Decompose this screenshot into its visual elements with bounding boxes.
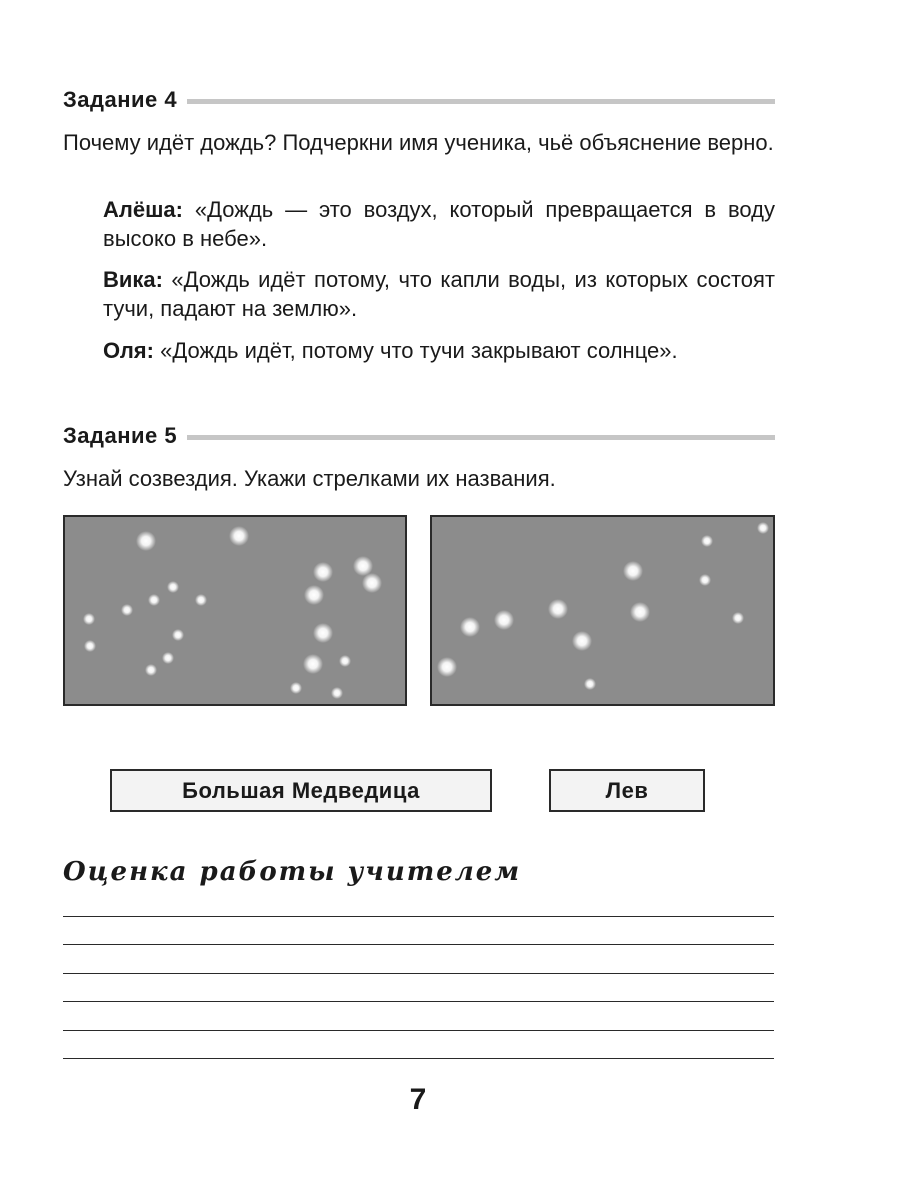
- star: [630, 602, 650, 622]
- star: [584, 678, 596, 690]
- star: [84, 640, 96, 652]
- star: [701, 535, 713, 547]
- star: [172, 629, 184, 641]
- answer-alyosha-text: «Дождь — это воздух, который превращается в воду высоко в небе».: [103, 197, 775, 251]
- star: [339, 655, 351, 667]
- grading-line-2[interactable]: [63, 944, 774, 945]
- star: [623, 561, 643, 581]
- grading-line-1[interactable]: [63, 916, 774, 917]
- star: [732, 612, 744, 624]
- star: [353, 556, 373, 576]
- star: [699, 574, 711, 586]
- star: [313, 623, 333, 643]
- task-4-title: Задание 4: [63, 87, 178, 112]
- star: [303, 654, 323, 674]
- answer-olya-text: «Дождь идёт, потому что тучи закрывают солнце».: [153, 338, 678, 363]
- answer-olya-name[interactable]: Оля:: [103, 338, 154, 363]
- task-5-title: Задание 5: [63, 423, 178, 448]
- star: [162, 652, 174, 664]
- star: [362, 573, 382, 593]
- star: [460, 617, 480, 637]
- constellation-2-stars: [432, 517, 773, 704]
- answer-olya[interactable]: [103, 336, 775, 365]
- star: [757, 522, 769, 534]
- star: [83, 613, 95, 625]
- star: [148, 594, 160, 606]
- star: [195, 594, 207, 606]
- label-box-leo[interactable]: Лев: [549, 769, 705, 812]
- grading-title: Оценка работы учителем: [63, 857, 522, 887]
- star: [313, 562, 333, 582]
- task-4-question: Почему идёт дождь? Подчеркни имя ученика, чьё объяснение верно.: [63, 130, 774, 155]
- constellation-panel-2[interactable]: [430, 515, 775, 706]
- answer-vika[interactable]: [103, 265, 775, 323]
- constellation-1-stars: [65, 517, 405, 704]
- constellation-panel-1[interactable]: [63, 515, 407, 706]
- task-5-header: [63, 421, 775, 451]
- star: [167, 581, 179, 593]
- task-5-question: Узнай созвездия. Укажи стрелками их названия.: [63, 466, 556, 491]
- answer-alyosha-name[interactable]: Алёша:: [103, 197, 183, 222]
- grading-line-6[interactable]: [63, 1058, 774, 1059]
- star: [229, 526, 249, 546]
- grading-line-3[interactable]: [63, 973, 774, 974]
- star: [290, 682, 302, 694]
- answer-alyosha[interactable]: [103, 195, 775, 253]
- answer-vika-name[interactable]: Вика:: [103, 267, 163, 292]
- star: [121, 604, 133, 616]
- star: [494, 610, 514, 630]
- star: [331, 687, 343, 699]
- star: [136, 531, 156, 551]
- star: [572, 631, 592, 651]
- grading-line-4[interactable]: [63, 1001, 774, 1002]
- grading-line-5[interactable]: [63, 1030, 774, 1031]
- task-4-rule: [187, 99, 775, 104]
- page-number: 7: [409, 1083, 427, 1116]
- task-4-header: [63, 85, 775, 115]
- task-5-rule: [187, 435, 775, 440]
- star: [304, 585, 324, 605]
- star: [145, 664, 157, 676]
- star: [548, 599, 568, 619]
- label-box-big-dipper[interactable]: Большая Медведица: [110, 769, 492, 812]
- star: [437, 657, 457, 677]
- answer-vika-text: «Дождь идёт потому, что капли воды, из которых состоят тучи, падают на землю».: [103, 267, 775, 321]
